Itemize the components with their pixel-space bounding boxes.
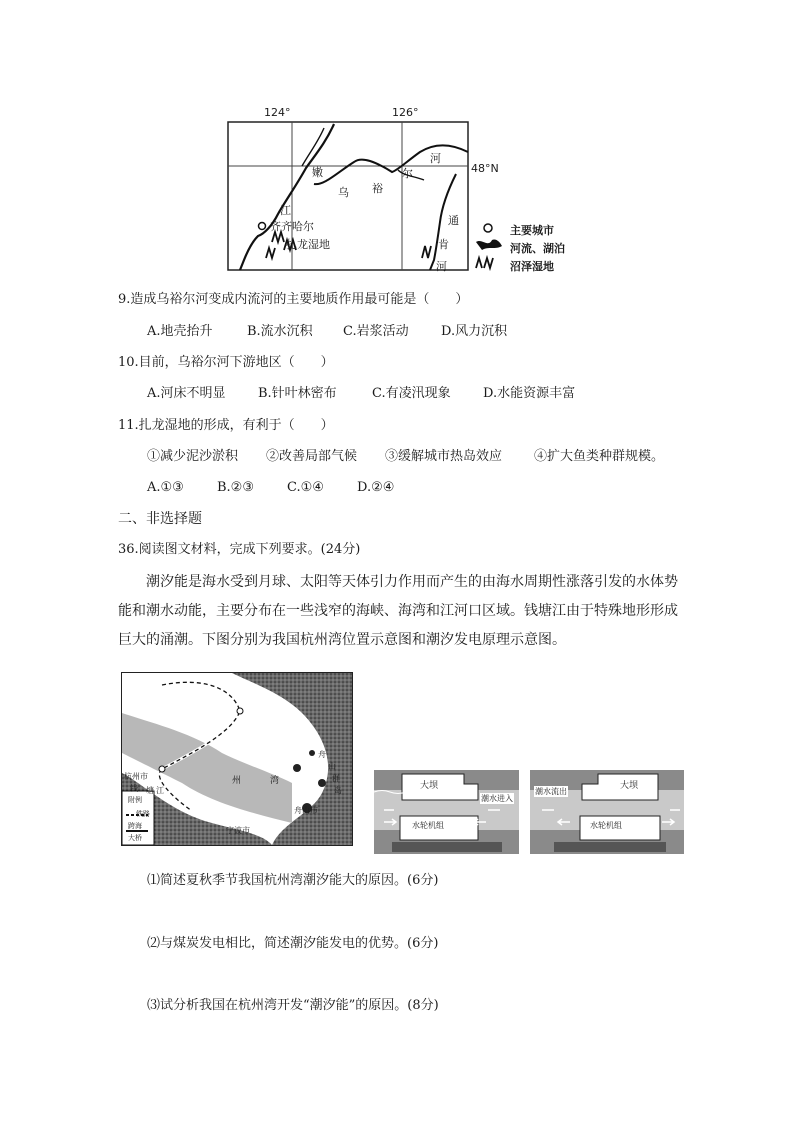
uyur-char-1: 乌 xyxy=(338,186,349,199)
island-char-2: 山 xyxy=(328,762,336,771)
nen-char-2: 江 xyxy=(280,204,291,217)
tongken-char-3: 河 xyxy=(436,260,447,273)
uyur-he: 河 xyxy=(430,152,441,165)
wan-label: 湾 xyxy=(270,776,280,786)
tide-in-label: 潮水进入 xyxy=(481,794,513,803)
question-10-stem: 10.目前，乌裕尔河下游地区（ ） xyxy=(118,355,334,370)
qian-label: 钱 xyxy=(130,784,138,793)
lon-label-124: 124° xyxy=(264,106,291,119)
q11-option-b: B.②③ xyxy=(217,480,254,495)
q11-item-3: ③缓解城市热岛效应 xyxy=(385,449,503,464)
hangzhou-bay-map xyxy=(121,672,353,846)
map-uyur-river xyxy=(226,106,586,276)
island-char-3: 群 xyxy=(332,774,340,783)
zhalong-label: 扎龙湿地 xyxy=(286,238,330,251)
q9-option-d: D.风力沉积 xyxy=(441,324,508,339)
zhoushan-city-label: 舟山市 xyxy=(294,806,318,815)
q10-option-c: C.有凌汛现象 xyxy=(372,386,451,401)
q9-option-a: A.地壳抬升 xyxy=(147,324,213,339)
section-heading: 二、非选择题 xyxy=(118,511,202,527)
dam-label-1: 大坝 xyxy=(420,781,439,791)
shanghai-label: 上海市 xyxy=(244,714,268,723)
q10-option-d: D.水能资源丰富 xyxy=(483,386,576,401)
q11-item-4: ④扩大鱼类种群规模。 xyxy=(534,449,665,464)
q10-option-b: B.针叶林密布 xyxy=(258,386,337,401)
jiang-label: 江 xyxy=(156,786,164,795)
map2-legend-rail: 铁路 xyxy=(136,810,150,818)
turbine-label-1: 水轮机组 xyxy=(412,821,444,830)
nen-char-1: 嫩 xyxy=(312,166,323,179)
question-11-stem: 11.扎龙湿地的形成，有利于（ ） xyxy=(118,418,334,433)
tide-out-label: 潮水流出 xyxy=(535,787,567,796)
sub-question-2: ⑵与煤炭发电相比，简述潮汐能发电的优势。(6分) xyxy=(147,936,439,951)
tongken-char-1: 通 xyxy=(448,214,459,227)
question-9-stem: 9.造成乌裕尔河变成内流河的主要地质作用最可能是（ ） xyxy=(118,292,469,307)
uyur-char-2: 裕 xyxy=(372,182,383,195)
ningbo-label: 宁波市 xyxy=(226,826,250,835)
map2-legend-bridge-2: 大桥 xyxy=(128,834,142,842)
hangzhou-label: 杭州市 xyxy=(124,772,148,781)
q11-item-2: ②改善局部气候 xyxy=(266,449,358,464)
island-char-1: 舟 xyxy=(318,750,326,759)
map2-legend-title: 附例 xyxy=(128,796,142,804)
question-36-stem: 36.阅读图文材料，完成下列要求。(24分) xyxy=(118,542,361,557)
tidal-diagram-inflow xyxy=(374,770,519,854)
tongken-char-2: 肯 xyxy=(438,238,449,251)
qiqihar-label: 齐齐哈尔 xyxy=(270,220,314,233)
uyur-char-3: 尔 xyxy=(402,167,413,180)
q11-option-d: D.②④ xyxy=(357,480,395,495)
map2-legend-bridge-1: 跨海 xyxy=(128,822,142,830)
legend-wetland: 沼泽湿地 xyxy=(510,260,554,273)
turbine-label-2: 水轮机组 xyxy=(590,821,622,830)
q9-option-c: C.岩浆活动 xyxy=(343,324,409,339)
q11-option-c: C.①④ xyxy=(287,480,324,495)
island-char-4: 岛 xyxy=(334,786,342,795)
legend-river: 河流、湖泊 xyxy=(510,242,565,255)
sub-question-1: ⑴简述夏秋季节我国杭州湾潮汐能大的原因。(6分) xyxy=(147,873,439,888)
sub-question-3: ⑶试分析我国在杭州湾开发“潮汐能”的原因。(8分) xyxy=(147,998,439,1013)
q11-item-1: ①减少泥沙淤积 xyxy=(147,449,239,464)
q11-option-a: A.①③ xyxy=(147,480,184,495)
legend-city: 主要城市 xyxy=(510,224,554,237)
tidal-diagram-outflow xyxy=(530,770,684,854)
zhou-label: 州 xyxy=(232,776,242,786)
tang-label: 塘 xyxy=(146,786,154,795)
q10-option-a: A.河床不明显 xyxy=(147,386,226,401)
lat-label-48n: 48°N xyxy=(471,162,499,175)
dam-label-2: 大坝 xyxy=(620,781,639,791)
question-36-paragraph: 潮汐能是海水受到月球、太阳等天体引力作用而产生的由海水周期性涨落引发的水体势能和潮水动能，主要分布在一些浅窄的海峡、海湾和江河口区域。钱塘江由于特殊地形形成巨大的涌潮。下图分别为我国杭州湾位置示意图和潮汐发电原理示意图。 xyxy=(118,574,678,648)
q9-option-b: B.流水沉积 xyxy=(247,324,313,339)
lon-label-126: 126° xyxy=(392,106,419,119)
